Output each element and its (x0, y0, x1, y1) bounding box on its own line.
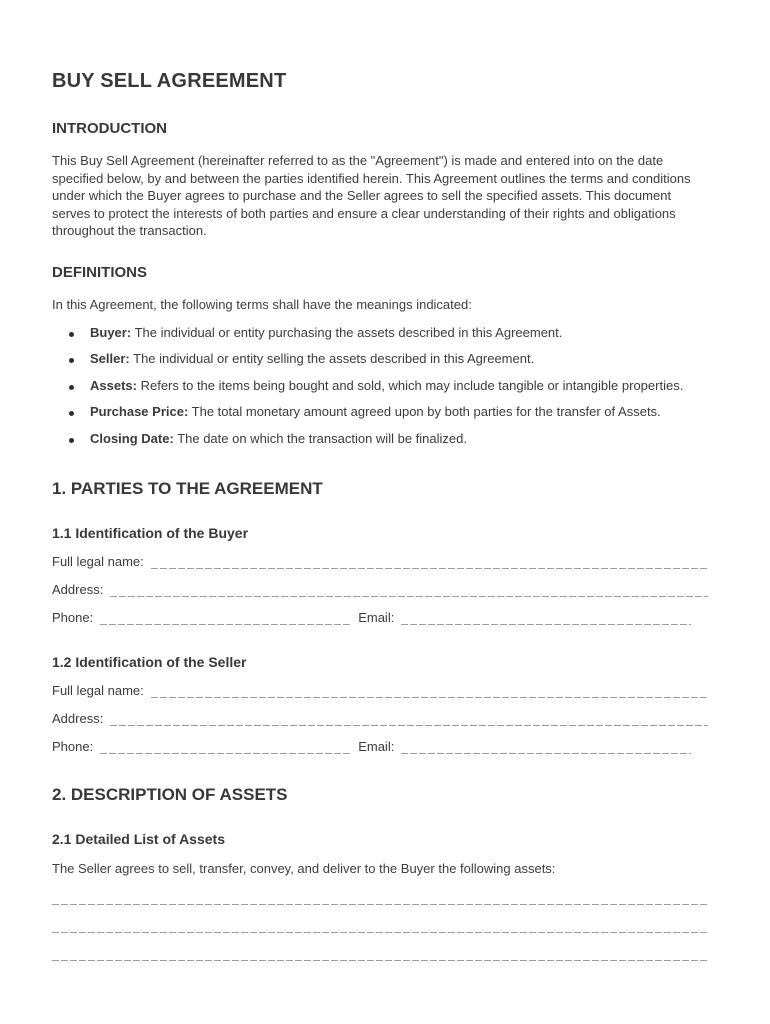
email-label: Email: (358, 609, 395, 625)
bullet-icon (52, 403, 90, 421)
detailed-list-heading: 2.1 Detailed List of Assets (52, 830, 225, 847)
definition-text: Refers to the items being bought and sold, which may include tangible or intangible properties. (140, 377, 684, 393)
definition-term: Seller: (90, 351, 130, 367)
full-legal-name-label: Full legal name: (52, 682, 144, 698)
phone-label: Phone: (52, 609, 94, 625)
buyer-full-legal-name-input[interactable] (151, 555, 708, 569)
email-label: Email: (358, 738, 395, 754)
definition-term: Assets: (90, 377, 137, 393)
seller-full-legal-name-input[interactable] (151, 684, 708, 698)
phone-label: Phone: (52, 738, 94, 754)
asset-list-line-3-input[interactable] (52, 960, 708, 961)
detailed-list-block (52, 831, 708, 962)
seller-phone-email-row (52, 739, 708, 754)
asset-list-line-1-input[interactable] (52, 904, 708, 905)
definitions-list (52, 324, 708, 448)
bullet-icon (52, 430, 90, 448)
buyer-phone-email-row (52, 610, 708, 625)
address-label: Address: (52, 581, 104, 597)
address-label: Address: (52, 710, 104, 726)
definition-item-buyer (52, 324, 708, 342)
definition-item-assets (52, 377, 708, 395)
buyer-email-input[interactable] (401, 611, 691, 625)
definitions-heading: DEFINITIONS (52, 263, 148, 281)
buyer-identification-block (52, 525, 708, 625)
definition-item-closing-date (52, 430, 708, 448)
definition-term: Closing Date: (90, 430, 174, 446)
definition-text: The date on which the transaction will be finalized. (177, 430, 467, 446)
seller-identification-block (52, 654, 708, 754)
seller-address-input[interactable] (110, 712, 708, 726)
buyer-subsection-heading: 1.1 Identification of the Buyer (52, 524, 249, 541)
definition-item-seller (52, 350, 708, 368)
buyer-address-row (52, 582, 708, 597)
definition-text: The individual or entity purchasing the assets described in this Agreement. (134, 324, 563, 340)
buyer-address-input[interactable] (110, 583, 708, 597)
bullet-icon (52, 324, 90, 342)
definition-term: Buyer: (90, 324, 132, 340)
document-title: BUY SELL AGREEMENT (52, 70, 287, 92)
buyer-phone-input[interactable] (100, 611, 350, 625)
assets-section-heading: 2. DESCRIPTION OF ASSETS (52, 784, 288, 804)
introduction-paragraph: This Buy Sell Agreement (hereinafter referred to as the "Agreement") is made and entered into on the date specified below, by and between the parties identified herein. This Agreement outlines the terms and conditions under which the Buyer agrees to purchase and the Seller agrees to sell the specified assets. This document serves to protect the interests of both parties and ensure a clear understanding of their rights and obligations throughout the transaction. (52, 153, 691, 239)
introduction-heading: INTRODUCTION (52, 120, 167, 137)
definition-term: Purchase Price: (90, 404, 189, 420)
buyer-full-legal-name-row (52, 554, 708, 569)
seller-email-input[interactable] (401, 740, 691, 754)
parties-section-heading: 1. PARTIES TO THE AGREEMENT (52, 478, 323, 498)
seller-full-legal-name-row (52, 683, 708, 698)
bullet-icon (52, 377, 90, 395)
seller-address-row (52, 711, 708, 726)
definition-text: The individual or entity selling the assets described in this Agreement. (133, 351, 535, 367)
detailed-list-paragraph: The Seller agrees to sell, transfer, convey, and deliver to the Buyer the following assets: (52, 860, 556, 876)
seller-phone-input[interactable] (100, 740, 350, 754)
bullet-icon (52, 350, 90, 368)
full-legal-name-label: Full legal name: (52, 553, 144, 569)
definitions-intro: In this Agreement, the following terms shall have the meanings indicated: (52, 296, 472, 312)
definition-text: The total monetary amount agreed upon by both parties for the transfer of Assets. (191, 404, 661, 420)
asset-list-line-2-input[interactable] (52, 932, 708, 933)
seller-subsection-heading: 1.2 Identification of the Seller (52, 653, 247, 670)
definition-item-purchase-price (52, 403, 708, 421)
